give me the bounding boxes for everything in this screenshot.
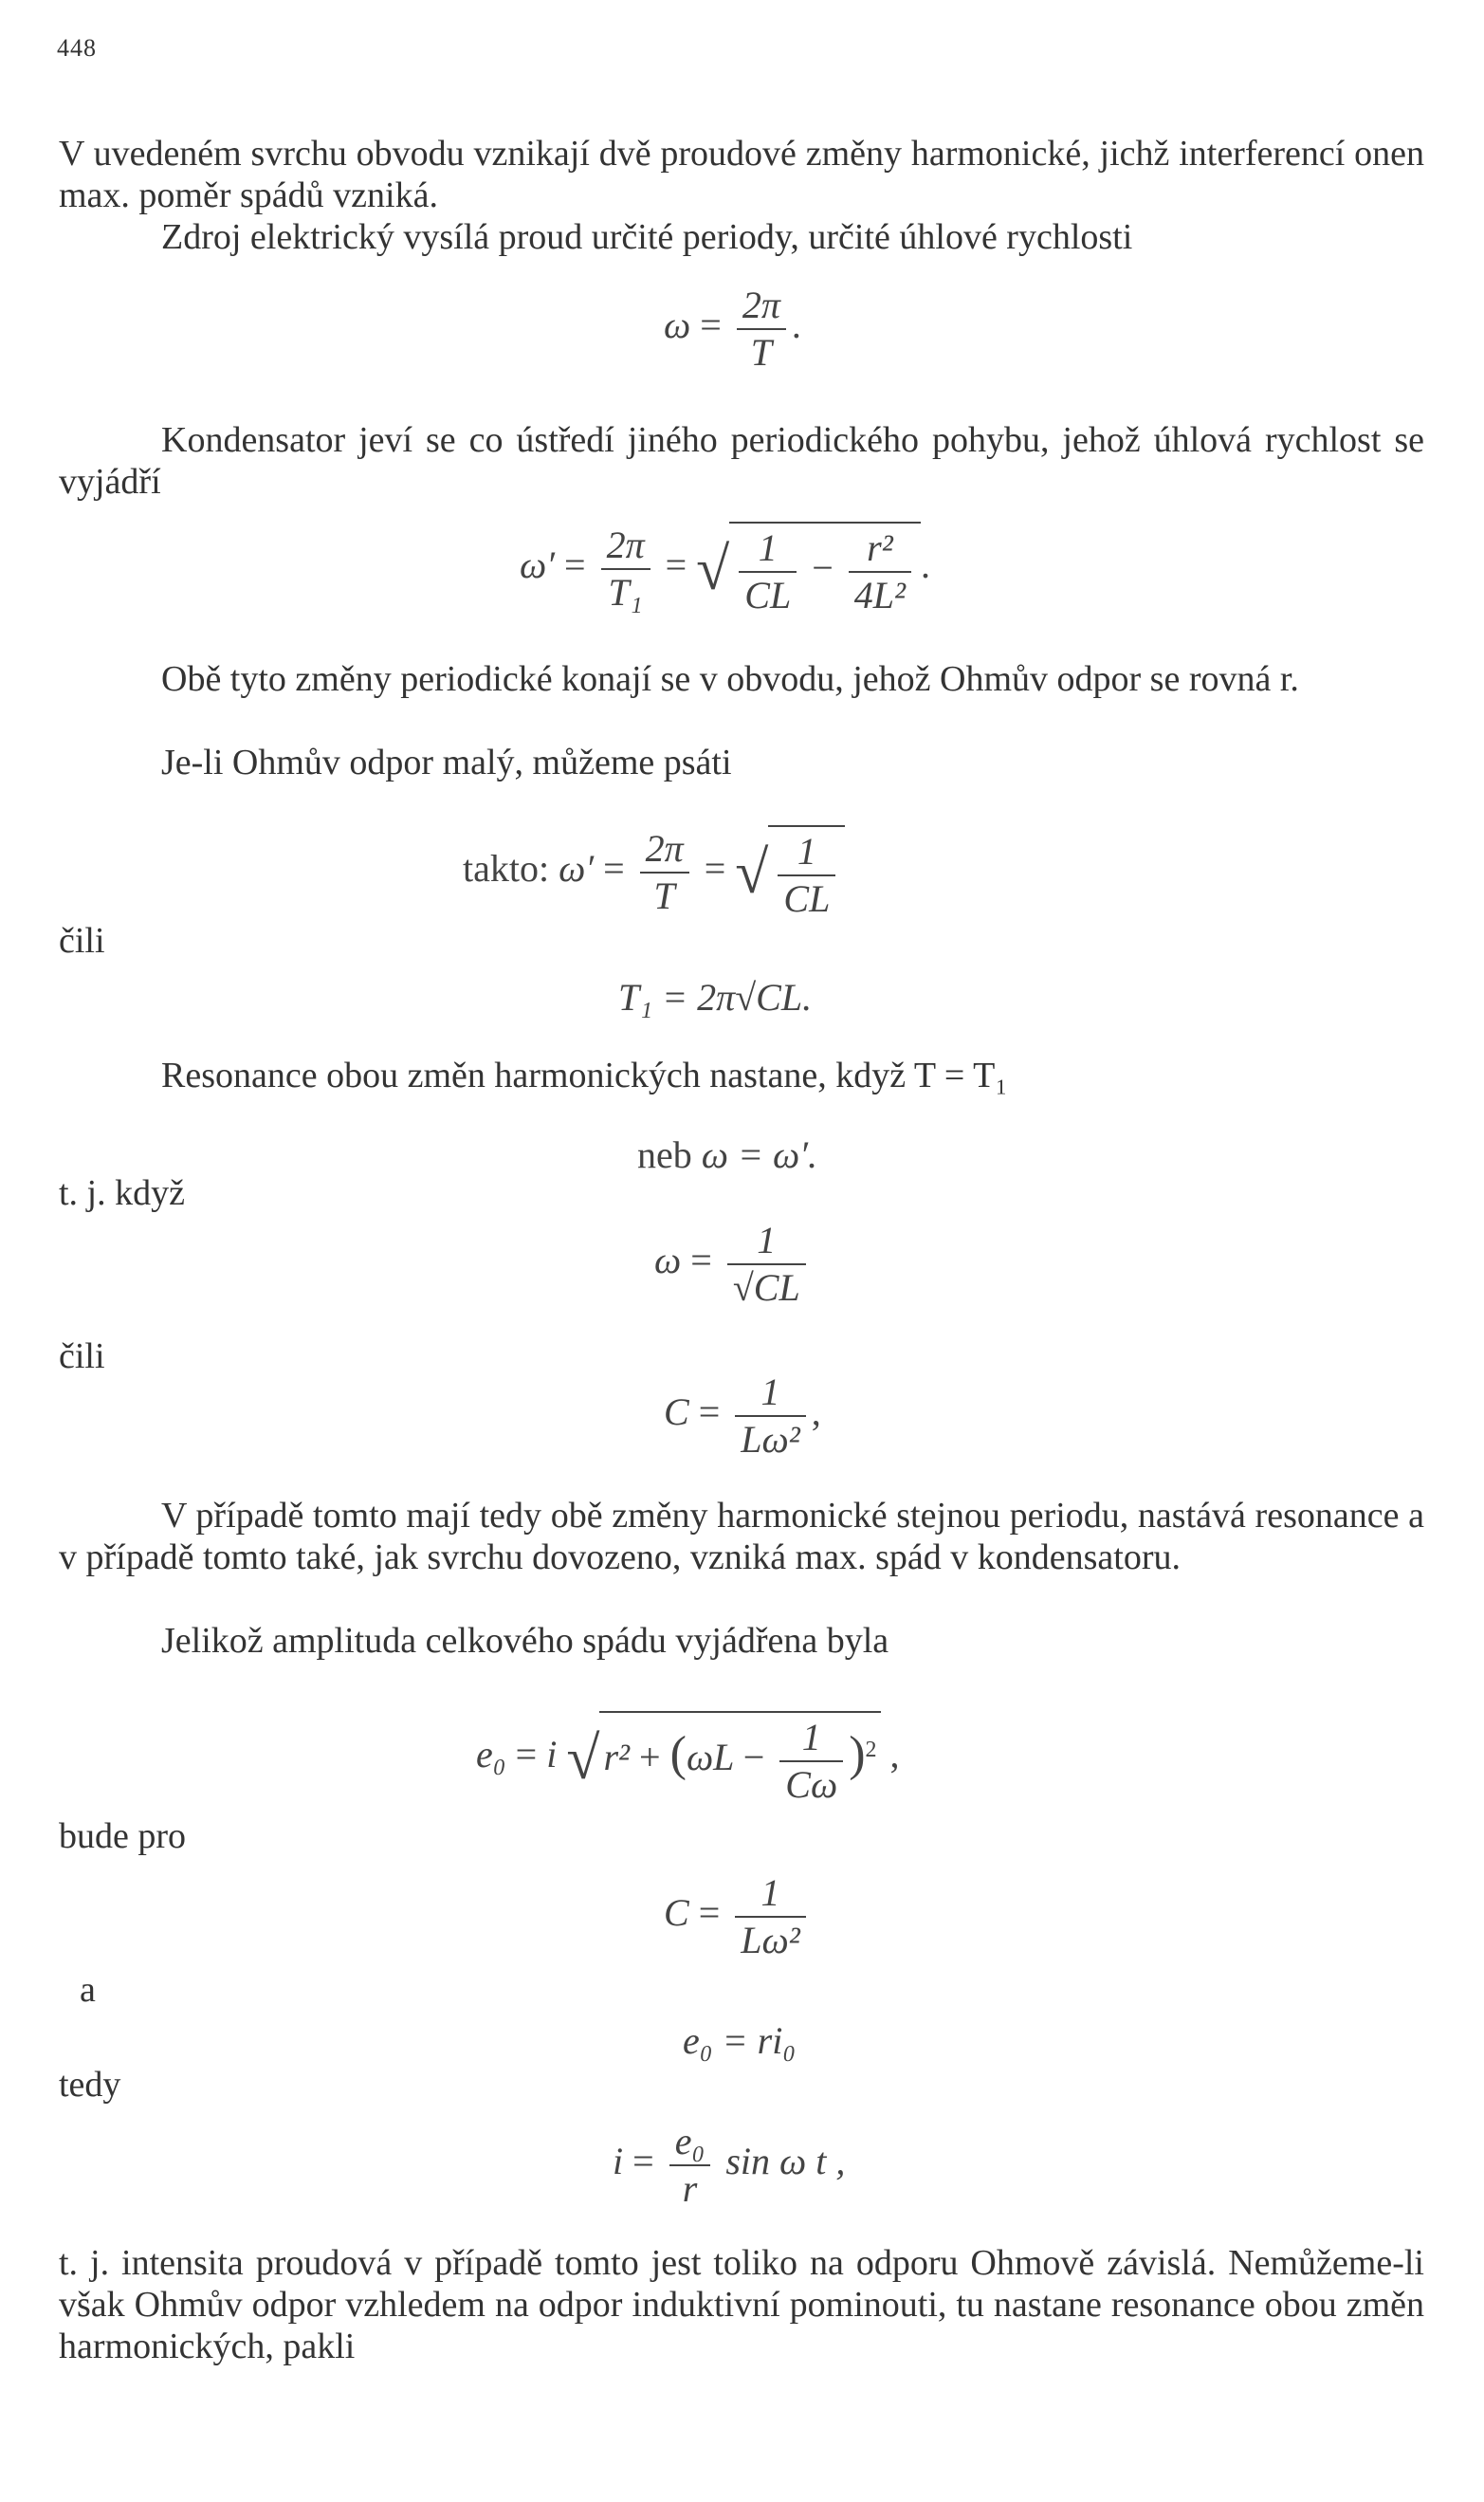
paragraph-3: Kondensator jeví se co ústředí jiného periodického pohybu, jehož úhlová rychlost se vyjádří — [59, 420, 1424, 502]
equation-neb: neb ω = ω′. — [637, 1133, 817, 1176]
paragraph-7: V případě tomto mají tedy obě změny harmonické stejnou periodu, nastává resonance a v případě tomto také, jak svrchu dovozeno, vzniká max. spád v kondensatoru. — [59, 1496, 1424, 1577]
word-cili-2: čili — [59, 1336, 105, 1376]
equation-C-1: C = $\frac{1}{\text{Lω²}}$ , — [664, 1371, 821, 1461]
page-number: 448 — [57, 34, 97, 62]
word-bude-pro: bude pro — [59, 1816, 187, 1856]
paragraph-5: Je-li Ohmův odpor malý, můžeme psáti — [161, 743, 732, 782]
equation-C-2: C = $\frac{1}{\text{Lω²}}$ — [664, 1872, 812, 1961]
equation-omega-resonance: ω = $\frac{1}{√CL}$ — [654, 1220, 812, 1309]
equation-T1: T₁ = 2π√CL. — [618, 976, 813, 1019]
word-a: a — [80, 1970, 96, 2010]
equation-omega-prime: ω′ = $\frac{2\pi}{\text{T₁}}$ = √ $\frac{1}{CL}$ − $\frac{\text{r²}}{\text{4L²}}$ . — [520, 524, 931, 616]
paragraph-9: t. j. intensita proudová v případě tomto jest toliko na odporu Ohmově závislá. Nemůžeme-li však Ohmův odpor vzhledem na odpor induktivní pominouti, tu nastane resonance obou změn harmonických, pakli — [59, 2243, 1424, 2366]
equation-takto: takto: ω′ = $\frac{2\pi}{T}$ = √ $\frac{1}{CL}$ — [463, 825, 845, 920]
equation-e0: e₀ = ri₀ — [683, 2019, 797, 2062]
equation-amplitude: e₀ = i √ r² + (ωL − $\frac{1}{C\omega}$ )$^2$ , — [476, 1711, 900, 1806]
paragraph-6: Resonance obou změn harmonických nastane, když T = T₁ — [161, 1056, 1008, 1095]
paragraph-4: Obě tyto změny periodické konají se v obvodu, jehož Ohmův odpor se rovná r. — [161, 659, 1299, 699]
word-tedy: tedy — [59, 2065, 121, 2105]
paragraph-1: V uvedeném svrchu obvodu vznikají dvě proudové změny harmonické, jichž interferencí onen max. poměr spádů vzniká. — [59, 134, 1424, 215]
equation-current: i = $\frac{\text{e₀}}{r}$ sin ω t , — [613, 2120, 846, 2210]
paragraph-2: Zdroj elektrický vysílá proud určité periody, určité úhlové rychlosti — [161, 217, 1133, 257]
word-cili-1: čili — [59, 921, 105, 961]
paragraph-8: Jelikož amplituda celkového spádu vyjádřena byla — [161, 1621, 889, 1661]
word-tj-kdyz: t. j. když — [59, 1173, 185, 1213]
equation-omega: ω = $\frac{2\pi}{T}$ . — [664, 284, 801, 374]
